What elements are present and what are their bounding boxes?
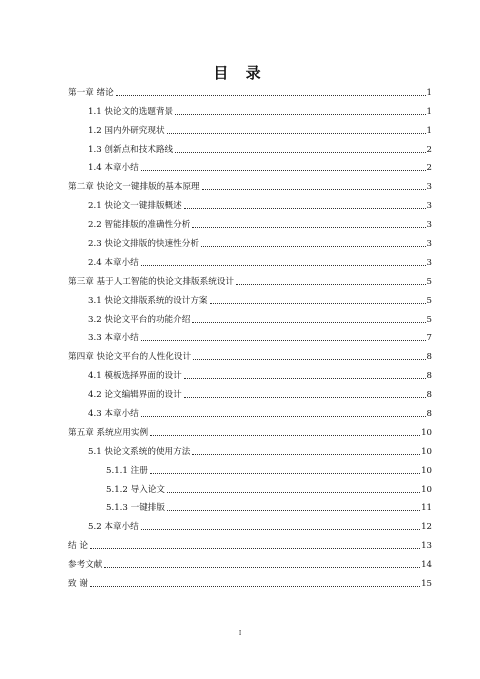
- toc-entry-label: 4.1 模板选择界面的设计: [88, 371, 182, 382]
- toc-entry-label: 4.2 论文编辑界面的设计: [88, 390, 182, 401]
- toc-entry-page: 3: [426, 182, 432, 193]
- toc-entry-label: 5.1 快论文系统的使用方法: [88, 446, 191, 457]
- toc-entry: [68, 514, 432, 533]
- dot-leader: [202, 189, 426, 190]
- toc-entry-label: 5.1.3 一键排版: [106, 503, 165, 514]
- toc-entry-page: 15: [421, 579, 432, 590]
- dot-leader: [192, 227, 425, 228]
- toc-entry-label: 2.4 本章小结: [88, 257, 139, 268]
- toc-entry-page: 5: [426, 295, 432, 306]
- toc-entry-label: 第一章 绪论: [68, 87, 114, 98]
- toc-entry-page: 13: [421, 541, 432, 552]
- toc-entry-label: 第四章 快论文平台的人性化设计: [68, 352, 192, 363]
- toc-entry: [68, 458, 432, 477]
- toc-entry-page: 5: [426, 314, 432, 325]
- toc-entry: [68, 363, 432, 382]
- toc-entry-page: 1: [426, 87, 432, 98]
- toc-entry: [68, 212, 432, 231]
- toc-entry: [68, 231, 432, 250]
- dot-leader: [167, 510, 420, 511]
- toc-entry: [68, 571, 432, 590]
- toc-entry: [68, 420, 432, 439]
- toc-entry: [68, 307, 432, 326]
- dot-leader: [150, 473, 420, 474]
- toc-entry: [68, 552, 432, 571]
- toc-entry-label: 5.1.2 导入论文: [106, 484, 165, 495]
- toc-entry: [68, 496, 432, 515]
- toc-entry: [68, 401, 432, 420]
- dot-leader: [192, 454, 420, 455]
- toc-entry: [68, 533, 432, 552]
- dot-leader: [201, 246, 426, 247]
- toc-entry: [68, 477, 432, 496]
- toc-entry-label: 5.1.1 注册: [106, 465, 148, 476]
- toc-entry-page: 8: [426, 352, 432, 363]
- toc-entry-label: 参考文献: [68, 560, 103, 571]
- table-of-contents: [68, 80, 432, 590]
- toc-entry-label: 第二章 快论文一键排版的基本原理: [68, 182, 200, 193]
- toc-entry-page: 3: [426, 239, 432, 250]
- toc-entry-label: 2.2 智能排版的准确性分析: [88, 220, 191, 231]
- dot-leader: [192, 322, 425, 323]
- dot-leader: [150, 435, 420, 436]
- dot-leader: [193, 359, 425, 360]
- dot-leader: [141, 170, 426, 171]
- dot-leader: [210, 303, 426, 304]
- toc-entry-label: 2.3 快论文排版的快速性分析: [88, 239, 199, 250]
- toc-entry: [68, 80, 432, 99]
- toc-entry: [68, 326, 432, 345]
- toc-entry: [68, 193, 432, 212]
- toc-entry-page: 10: [421, 427, 432, 438]
- toc-entry: [68, 99, 432, 118]
- toc-entry: [68, 137, 432, 156]
- toc-entry-page: 11: [421, 503, 432, 514]
- toc-entry: [68, 269, 432, 288]
- toc-entry-page: 7: [426, 333, 432, 344]
- dot-leader: [184, 397, 426, 398]
- toc-entry-label: 2.1 快论文一键排版概述: [88, 201, 182, 212]
- dot-leader: [141, 529, 420, 530]
- toc-entry-label: 1.4 本章小结: [88, 163, 139, 174]
- page-number: I: [238, 630, 242, 637]
- dot-leader: [90, 586, 420, 587]
- toc-entry: [68, 382, 432, 401]
- toc-entry-label: 1.3 创新点和技术路线: [88, 144, 174, 155]
- toc-entry-page: 12: [421, 522, 432, 533]
- toc-entry-page: 10: [421, 465, 432, 476]
- toc-entry-page: 2: [426, 163, 432, 174]
- toc-entry-label: 1.1 快论文的选题背景: [88, 106, 174, 117]
- toc-entry: [68, 174, 432, 193]
- toc-entry: [68, 156, 432, 175]
- dot-leader: [175, 152, 425, 153]
- dot-leader: [116, 95, 426, 96]
- toc-entry-label: 致 谢: [68, 579, 88, 590]
- toc-entry: [68, 439, 432, 458]
- toc-entry-page: 14: [421, 560, 432, 571]
- toc-entry: [68, 344, 432, 363]
- toc-entry-label: 4.3 本章小结: [88, 409, 139, 420]
- dot-leader: [175, 114, 425, 115]
- dot-leader: [90, 548, 420, 549]
- dot-leader: [167, 133, 426, 134]
- toc-entry-page: 1: [426, 106, 432, 117]
- dot-leader: [236, 284, 426, 285]
- toc-entry-page: 3: [426, 257, 432, 268]
- toc-entry-page: 8: [426, 409, 432, 420]
- dot-leader: [141, 340, 426, 341]
- toc-entry-page: 3: [426, 220, 432, 231]
- toc-entry-label: 3.2 快论文平台的功能介绍: [88, 314, 191, 325]
- toc-entry-page: 8: [426, 371, 432, 382]
- dot-leader: [184, 378, 426, 379]
- toc-entry-page: 3: [426, 201, 432, 212]
- dot-leader: [104, 567, 420, 568]
- dot-leader: [184, 208, 426, 209]
- toc-entry: [68, 250, 432, 269]
- toc-entry: [68, 288, 432, 307]
- dot-leader: [167, 492, 420, 493]
- toc-entry-page: 10: [421, 484, 432, 495]
- toc-entry-page: 8: [426, 390, 432, 401]
- toc-entry-page: 10: [421, 446, 432, 457]
- toc-entry-label: 第三章 基于人工智能的快论文排版系统设计: [68, 276, 235, 287]
- toc-entry-label: 结 论: [68, 541, 88, 552]
- toc-entry-label: 1.2 国内外研究现状: [88, 125, 165, 136]
- toc-entry: [68, 118, 432, 137]
- toc-entry-page: 5: [426, 276, 432, 287]
- toc-entry-label: 第五章 系统应用实例: [68, 427, 149, 438]
- dot-leader: [141, 416, 426, 417]
- toc-entry-label: 3.3 本章小结: [88, 333, 139, 344]
- toc-entry-label: 3.1 快论文排版系统的设计方案: [88, 295, 208, 306]
- toc-entry-page: 2: [426, 144, 432, 155]
- toc-entry-page: 1: [426, 125, 432, 136]
- dot-leader: [141, 265, 426, 266]
- toc-entry-label: 5.2 本章小结: [88, 522, 139, 533]
- toc-title: 目 录: [213, 64, 267, 82]
